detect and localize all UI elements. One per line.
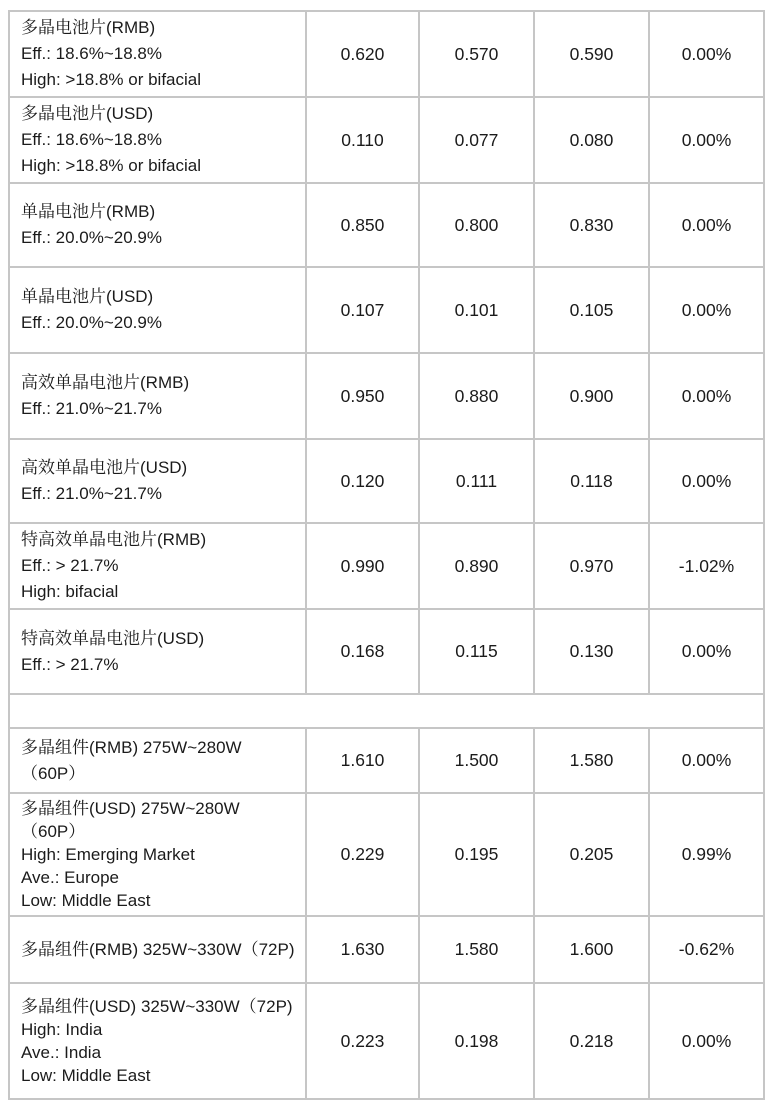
value-cell-high: 0.950 [306,353,419,439]
value-cell-high: 0.990 [306,523,419,609]
product-cell [9,267,306,353]
table-row [9,793,764,916]
value-cell-average: 0.130 [534,609,649,694]
product-label-line: 单晶电池片(USD) [21,287,154,306]
product-label-line: Ave.: Europe [21,868,119,887]
product-label-line: 多晶电池片(USD) [21,104,154,123]
product-label-line: 多晶组件(RMB) 275W~280W [21,737,242,757]
value-cell-change: 0.00% [649,609,764,694]
value-cell-average: 1.580 [534,728,649,793]
price-table-body [9,11,764,1099]
value-cell-change: 0.00% [649,439,764,523]
value-cell-high: 0.850 [306,183,419,267]
product-cell [9,353,306,439]
product-label-line: High: Emerging Market [21,845,195,864]
product-cell [9,609,306,694]
value-cell-high: 1.630 [306,916,419,983]
product-cell [9,793,306,916]
table-row [9,609,764,694]
table-row [9,439,764,523]
value-cell-change: -0.62% [649,916,764,983]
value-cell-average: 1.600 [534,916,649,983]
value-cell-change: -1.02% [649,523,764,609]
section-row [9,694,764,728]
product-label-line: Eff.: 18.6%~18.8% [21,130,162,149]
value-cell-average: 0.900 [534,353,649,439]
value-cell-change: 0.00% [649,353,764,439]
value-cell-high: 0.229 [306,793,419,916]
value-cell-high: 0.168 [306,609,419,694]
product-label-line: 单晶电池片(RMB) [21,202,156,221]
value-cell-low: 0.198 [419,983,534,1099]
table-row [9,353,764,439]
value-cell-change: 0.00% [649,183,764,267]
product-label-line: Eff.: 20.0%~20.9% [21,228,162,247]
table-row [9,728,764,793]
table-row [9,983,764,1099]
value-cell-high: 0.120 [306,439,419,523]
product-cell [9,523,306,609]
value-cell-high: 0.110 [306,97,419,183]
value-cell-low: 0.880 [419,353,534,439]
product-label-line: Eff.: 21.0%~21.7% [21,484,162,503]
value-cell-low: 1.580 [419,916,534,983]
value-cell-high: 0.107 [306,267,419,353]
product-cell [9,439,306,523]
product-label-line: （60P） [21,822,86,841]
value-cell-low: 1.500 [419,728,534,793]
price-table [8,10,765,1100]
product-label-line: 多晶电池片(RMB) [21,18,156,37]
value-cell-low: 0.890 [419,523,534,609]
table-row [9,523,764,609]
value-cell-change: 0.99% [649,793,764,916]
value-cell-low: 0.111 [419,439,534,523]
value-cell-low: 0.800 [419,183,534,267]
table-row [9,916,764,983]
value-cell-average: 0.205 [534,793,649,916]
table-row [9,97,764,183]
value-cell-change: 0.00% [649,97,764,183]
product-cell [9,916,306,983]
product-label-line: 高效单晶电池片(RMB) [21,373,190,392]
product-cell [9,11,306,97]
product-label-line: 特高效单晶电池片(RMB) [21,530,207,549]
value-cell-average: 0.218 [534,983,649,1099]
value-cell-change: 0.00% [649,728,764,793]
product-label-line: High: >18.8% or bifacial [21,156,202,175]
value-cell-high: 0.620 [306,11,419,97]
value-cell-high: 0.223 [306,983,419,1099]
value-cell-change: 0.00% [649,267,764,353]
product-label-line: Low: Middle East [21,891,151,910]
product-cell [9,728,306,793]
value-cell-average: 0.830 [534,183,649,267]
value-cell-average: 0.080 [534,97,649,183]
product-label-line: 高效单晶电池片(USD) [21,458,188,477]
product-label-line: Eff.: 18.6%~18.8% [21,44,162,63]
product-label-line: High: >18.8% or bifacial [21,70,202,89]
product-label-line: Eff.: > 21.7% [21,556,119,575]
table-row [9,11,764,97]
product-label-line: 多晶组件(RMB) 325W~330W（72P) [21,939,295,959]
table-row [9,267,764,353]
value-cell-average: 0.105 [534,267,649,353]
value-cell-low: 0.115 [419,609,534,694]
value-cell-low: 0.570 [419,11,534,97]
value-cell-average: 0.590 [534,11,649,97]
value-cell-high: 1.610 [306,728,419,793]
product-label-line: High: India [21,1020,103,1039]
product-label-line: 多晶组件(USD) 275W~280W [21,799,240,818]
product-label-line: High: bifacial [21,582,119,601]
value-cell-change: 0.00% [649,11,764,97]
product-cell [9,183,306,267]
value-cell-change: 0.00% [649,983,764,1099]
value-cell-average: 0.118 [534,439,649,523]
product-label-line: Ave.: India [21,1043,102,1062]
product-label-line: （60P） [21,763,86,783]
product-label-line: Low: Middle East [21,1066,151,1085]
product-label-line: Eff.: 20.0%~20.9% [21,313,162,332]
table-row [9,183,764,267]
product-label-line: Eff.: > 21.7% [21,654,119,674]
product-cell [9,983,306,1099]
value-cell-average: 0.970 [534,523,649,609]
product-label-line: 特高效单晶电池片(USD) [21,628,205,648]
product-label-line: 多晶组件(USD) 325W~330W（72P) [21,997,293,1016]
product-cell [9,97,306,183]
section-header: 硅基组件 (Per Watt) [9,694,764,728]
value-cell-low: 0.077 [419,97,534,183]
value-cell-low: 0.101 [419,267,534,353]
product-label-line: Eff.: 21.0%~21.7% [21,399,162,418]
value-cell-low: 0.195 [419,793,534,916]
